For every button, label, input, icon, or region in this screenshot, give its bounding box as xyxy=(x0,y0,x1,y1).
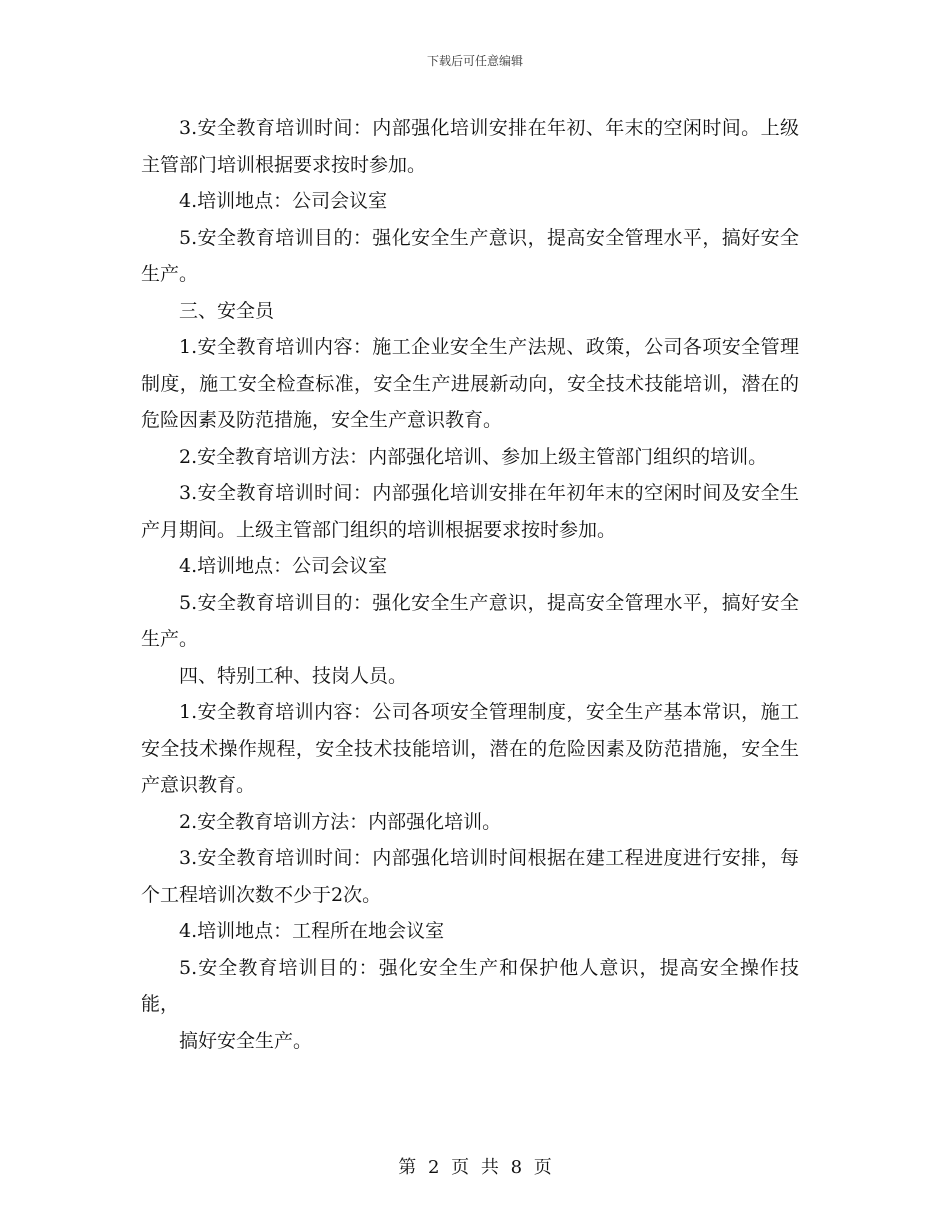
paragraph: 4.培训地点：工程所在地会议室 xyxy=(179,920,445,942)
paragraph: 5.安全教育培训目的：强化安全生产意识，提高安全管理水平，搞好安全生产。 xyxy=(141,591,799,650)
paragraph: 3.安全教育培训时间：内部强化培训时间根据在建工程进度进行安排，每个工程培训次数不少于2次。 xyxy=(141,847,799,906)
document-body xyxy=(141,110,799,1059)
paragraph: 5.安全教育培训目的：强化安全生产和保护他人意识，提高安全操作技能， xyxy=(141,956,799,1015)
paragraph: 1.安全教育培训内容：公司各项安全管理制度，安全生产基本常识，施工安全技术操作规程，安全技术技能培训，潜在的危险因素及防范措施，安全生产意识教育。 xyxy=(141,701,799,796)
paragraph: 搞好安全生产。 xyxy=(179,1029,313,1052)
page-footer: 第 2 页 共 8 页 xyxy=(398,1157,552,1178)
section-heading: 三、安全员 xyxy=(179,299,275,322)
paragraph: 4.培训地点：公司会议室 xyxy=(179,190,388,212)
section-heading: 四、特别工种、技岗人员。 xyxy=(179,664,408,687)
paragraph: 2.安全教育培训方法：内部强化培训。 xyxy=(179,810,502,833)
paragraph: 4.培训地点：公司会议室 xyxy=(179,555,388,577)
paragraph: 5.安全教育培训目的：强化安全生产意识，提高安全管理水平，搞好安全生产。 xyxy=(141,226,799,285)
paragraph: 2.安全教育培训方法：内部强化培训、参加上级主管部门组织的培训。 xyxy=(179,445,768,468)
paragraph: 3.安全教育培训时间：内部强化培训安排在年初、年末的空闲时间。上级主管部门培训根据要求按时参加。 xyxy=(141,117,799,176)
paragraph: 3.安全教育培训时间：内部强化培训安排在年初年末的空闲时间及安全生产月期间。上级主管部门组织的培训根据要求按时参加。 xyxy=(141,482,799,541)
page-header: 下载后可任意编辑 xyxy=(426,54,523,68)
paragraph: 1.安全教育培训内容：施工企业安全生产法规、政策，公司各项安全管理制度，施工安全检查标准，安全生产进展新动向，安全技术技能培训，潜在的危险因素及防范措施，安全生产意识教育。 xyxy=(141,336,799,431)
